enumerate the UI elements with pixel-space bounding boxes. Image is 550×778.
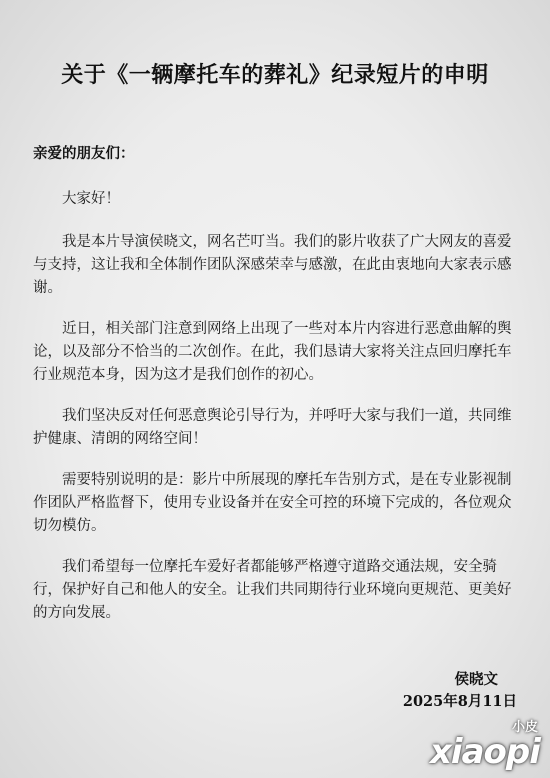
signature-name: 侯晓文 [454, 671, 498, 688]
document-title: 关于《一辆摩托车的葬礼》纪录短片的申明 [61, 62, 489, 88]
watermark-big-text: xiaopi [430, 732, 540, 772]
salutation: 亲爱的朋友们： [33, 145, 135, 162]
watermark-logo [430, 716, 542, 772]
watermark-small-text: 小皮 [511, 720, 538, 735]
paragraph-safety-note: 需要特别说明的是：影片中所展现的摩托车告别方式，是在专业影视制作团队严格监督下，使用专业设备并在安全可控的环境下完成的，各位观众切勿模仿。 [33, 472, 512, 534]
signature-date: 2025年8月11日 [402, 693, 517, 710]
paragraph-greeting: 大家好！ [62, 191, 120, 207]
paragraph-public-opinion: 近日，相关部门注意到网络上出现了一些对本片内容进行恶意曲解的舆论，以及部分不恰当的二次创作。在此，我们恳请大家将关注点回归摩托车行业规范本身，因为这才是我们创作的初心。 [33, 321, 512, 383]
paragraph-oppose: 我们坚决反对任何恶意舆论引导行为，并呼吁大家与我们一道，共同维护健康、清朗的网络空间！ [33, 408, 512, 447]
paragraph-introduction: 我是本片导演侯晓文，网名芒叮当。我们的影片收获了广大网友的喜爱与支持，这让我和全体制作团队深感荣幸与感激，在此由衷地向大家表示感谢。 [33, 234, 512, 296]
paragraph-closing: 我们希望每一位摩托车爱好者都能够严格遵守道路交通法规，安全骑行，保护好自己和他人的安全。让我们共同期待行业环境向更规范、更美好的方向发展。 [33, 559, 512, 621]
